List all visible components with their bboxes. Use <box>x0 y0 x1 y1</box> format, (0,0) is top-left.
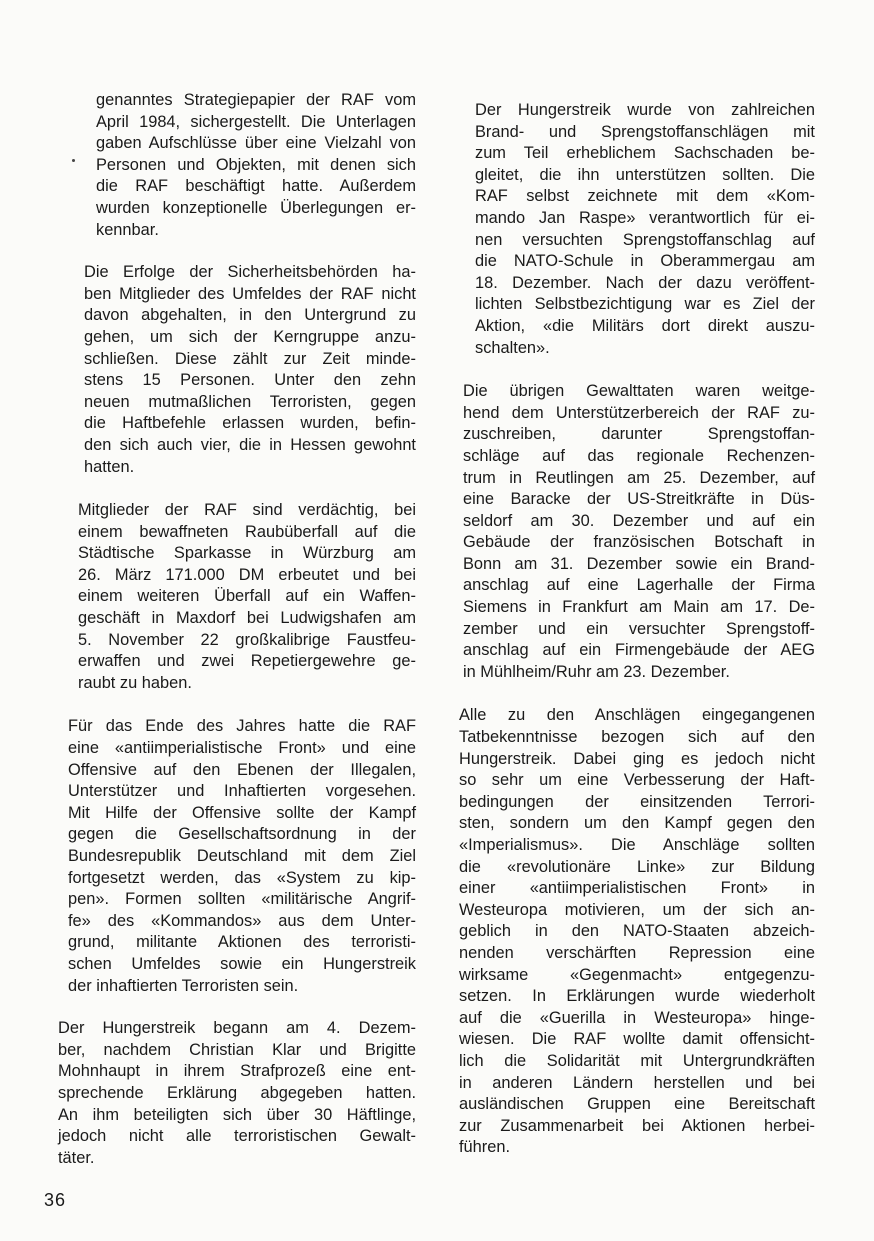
text-line: eine «antiimperialistische Front» und eine <box>68 739 416 758</box>
text-line: schalten». <box>475 338 550 357</box>
text-line: erwaffen und zwei Repetiergewehre ge- <box>78 652 416 671</box>
text-line: der inhaftierten Terroristen sein. <box>68 976 299 995</box>
text-line: wurden konzeptionelle Überlegungen er- <box>96 198 416 217</box>
text-line: den sich auch vier, die in Hessen gewohnt <box>84 435 416 454</box>
text-line: in Mühlheim/Ruhr am 23. Dezember. <box>463 662 730 681</box>
text-line: auf die «Guerilla in Westeuropa» hinge- <box>459 1008 815 1027</box>
text-line: fortgesetzt werden, das «System zu kip- <box>68 868 416 887</box>
text-line: einer «antiimperialistischen Front» in <box>459 879 815 898</box>
text-line: Gebäude der französischen Botschaft in <box>463 533 815 552</box>
text-line: wiesen. Die RAF wollte damit offensicht- <box>459 1030 815 1049</box>
text-line: fe» des «Kommandos» aus dem Unter- <box>68 911 416 930</box>
text-line: seldorf am 30. Dezember und auf ein <box>463 511 815 530</box>
text-line: bedingungen der einsitzenden Terrori- <box>459 792 815 811</box>
paragraph <box>455 381 815 683</box>
text-line: mando Jan Raspe» verantwortlich für ei- <box>475 208 815 227</box>
text-line: Tatbekenntnisse bezogen sich auf den <box>459 728 815 747</box>
text-line: schläge auf das regionale Rechenzen- <box>463 446 815 465</box>
text-line: «Imperialismus». Die Anschläge sollten <box>459 836 815 854</box>
text-line: zember und ein versuchter Sprengstoff- <box>463 619 815 638</box>
paragraph <box>58 262 416 478</box>
right-column <box>455 90 815 1159</box>
text-line: Für das Ende des Jahres hatte die RAF <box>68 717 416 736</box>
text-line: jedoch nicht alle terroristischen Gewalt- <box>58 1127 416 1146</box>
text-line: Städtische Sparkasse in Würzburg am <box>78 544 416 563</box>
text-line: die NATO-Schule in Oberammergau am <box>475 252 815 271</box>
text-line: 18. Dezember. Nach der dazu veröffent- <box>475 273 815 292</box>
text-line: Die übrigen Gewalttaten waren weitge- <box>463 382 815 401</box>
text-line: setzen. In Erklärungen wurde wiederholt <box>459 987 815 1006</box>
text-line: trum in Reutlingen am 25. Dezember, auf <box>463 468 815 487</box>
page-number: 36 <box>44 1190 67 1210</box>
text-line: Die Erfolge der Sicherheitsbehörden ha- <box>84 263 416 282</box>
text-line: nen versuchten Sprengstoffanschlag auf <box>475 230 815 249</box>
text-line: einem bewaffneten Raubüberfall auf die <box>78 522 416 541</box>
text-line: anschlag auf eine Lagerhalle der Firma <box>463 576 815 595</box>
text-line: stens 15 Personen. Unter den zehn <box>84 371 416 390</box>
text-line: hend dem Unterstützerbereich der RAF zu- <box>463 403 815 422</box>
text-line: die Haftbefehle erlassen wurden, befin- <box>84 414 416 433</box>
text-line: grund, militante Aktionen des terroristi- <box>68 933 416 952</box>
text-line: davon abgehalten, in den Untergrund zu <box>84 306 416 325</box>
text-line: Hungerstreik. Dabei ging es jedoch nicht <box>459 749 815 768</box>
text-line: genanntes Strategiepapier der RAF vom <box>96 91 416 109</box>
paragraph <box>58 716 416 997</box>
text-line: 5. November 22 großkalibrige Faustfeu- <box>78 630 416 649</box>
text-line: sten, sondern um den Kampf gegen den <box>459 814 815 833</box>
text-line: hatten. <box>84 457 135 476</box>
text-line: eine Baracke der US-Streitkräfte in Düs- <box>463 490 815 509</box>
text-line: April 1984, sichergestellt. Die Unterlagen <box>96 112 416 131</box>
text-line: 26. März 171.000 DM erbeutet und bei <box>78 565 416 584</box>
text-line: Der Hungerstreik wurde von zahlreichen <box>475 101 815 119</box>
paragraph <box>58 1018 416 1169</box>
text-line: wirksame «Gegenmacht» entgegenzu- <box>459 965 815 984</box>
text-line: Westeuropa motivieren, um der sich an- <box>459 900 815 919</box>
text-line: zum Teil erheblichem Sachschaden be- <box>475 144 815 163</box>
text-line: führen. <box>459 1138 511 1157</box>
text-line: Bonn am 31. Dezember sowie ein Brand- <box>463 554 815 573</box>
text-line: geblich in den NATO-Staaten abzeich- <box>459 922 815 941</box>
paragraph <box>58 500 416 694</box>
text-line: Mit Hilfe der Offensive sollte der Kampf <box>68 803 416 822</box>
text-line: Siemens in Frankfurt am Main am 17. De- <box>463 598 815 617</box>
text-line: lichten Selbstbezichtigung war es Ziel der <box>475 295 815 314</box>
text-line: Personen und Objekten, mit denen sich <box>96 155 416 174</box>
text-line: gehen, um sich der Kerngruppe anzu- <box>84 327 416 346</box>
text-line: täter. <box>58 1148 95 1167</box>
paragraph <box>455 100 815 359</box>
text-line: lich die Solidarität mit Untergrundkräften <box>459 1051 815 1070</box>
text-line: RAF selbst zeichnete mit dem «Kom- <box>475 187 815 206</box>
text-line: die «revolutionäre Linke» zur Bildung <box>459 857 815 876</box>
text-line: kennbar. <box>96 220 159 239</box>
text-line: ausländischen Gruppen eine Bereitschaft <box>459 1095 815 1114</box>
text-line: schließen. Diese zählt zur Zeit minde- <box>84 349 416 368</box>
text-line: An ihm beteiligten sich über 30 Häftlinge, <box>58 1105 416 1124</box>
text-line: zuschreiben, darunter Sprengstoffan- <box>463 425 815 444</box>
text-line: einem weiteren Überfall auf ein Waffen- <box>78 587 416 606</box>
text-line: ber, nachdem Christian Klar und Brigitte <box>58 1040 416 1059</box>
text-line: pen». Formen sollten «militärische Angrif- <box>68 890 416 909</box>
text-line: so sehr um eine Verbesserung der Haft- <box>459 771 815 790</box>
text-line: Bundesrepublik Deutschland mit dem Ziel <box>68 847 416 865</box>
text-line: schen Umfeldes sowie ein Hungerstreik <box>68 954 416 973</box>
text-line: sprechende Erklärung abgegeben hatten. <box>58 1083 416 1102</box>
text-line: Alle zu den Anschlägen eingegangenen <box>459 706 815 725</box>
text-line: ben Mitglieder des Umfeldes der RAF nicht <box>84 284 416 303</box>
text-line: Unterstützer und Inhaftierten vorgesehen. <box>68 782 416 801</box>
text-line: neuen mutmaßlichen Terroristen, gegen <box>84 392 416 411</box>
text-line: gleitet, die ihn unterstützen sollten. Die <box>475 165 815 184</box>
text-line: gaben Aufschlüsse über eine Vielzahl von <box>96 134 416 153</box>
text-line: Offensive auf den Ebenen der Illegalen, <box>68 760 416 779</box>
text-line: gegen die Gesellschaftsordnung in der <box>68 825 416 844</box>
text-line: Mitglieder der RAF sind verdächtig, bei <box>78 501 416 520</box>
text-line: Aktion, «die Militärs dort direkt auszu- <box>475 316 815 335</box>
text-line: zur Zusammenarbeit bei Aktionen herbei- <box>459 1116 815 1135</box>
text-line: raubt zu haben. <box>78 673 192 692</box>
paragraph <box>58 90 416 241</box>
text-line: die RAF beschäftigt hatte. Außerdem <box>96 177 416 196</box>
text-line: in anderen Ländern herstellen und bei <box>459 1073 815 1092</box>
text-line: Mohnhaupt in ihrem Strafprozeß eine ent- <box>58 1062 416 1081</box>
text-line: nenden verschärften Repression eine <box>459 943 815 962</box>
left-column <box>58 90 416 1169</box>
text-line: anschlag auf ein Firmengebäude der AEG <box>463 641 815 660</box>
text-line: Brand- und Sprengstoffanschlägen mit <box>475 122 815 141</box>
paragraph <box>455 705 815 1158</box>
text-line: Der Hungerstreik begann am 4. Dezem- <box>58 1019 416 1038</box>
text-line: geschäft in Maxdorf bei Ludwigshafen am <box>78 609 416 628</box>
